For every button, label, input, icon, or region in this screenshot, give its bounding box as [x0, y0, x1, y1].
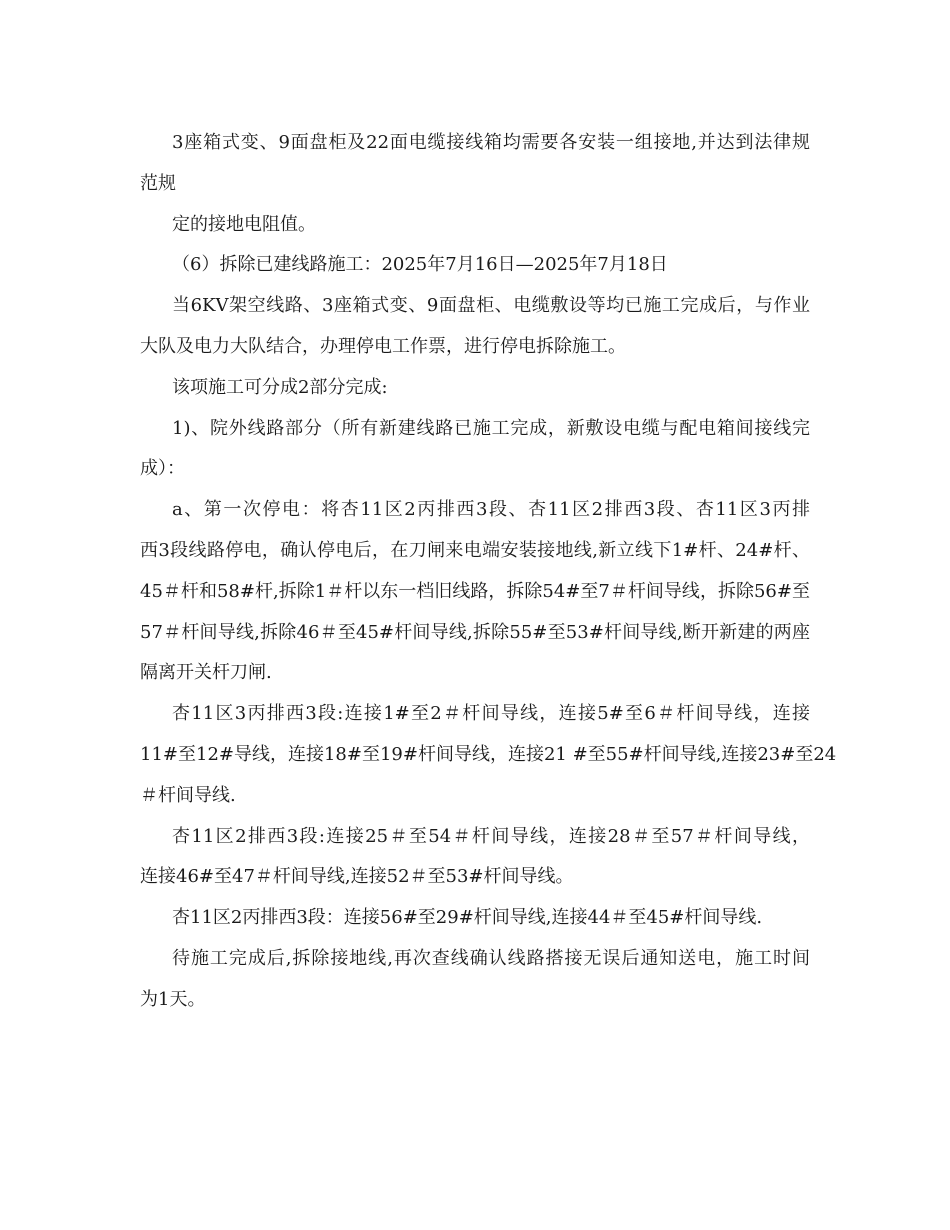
text-line: 为1天。: [140, 988, 206, 1010]
text-line: 杏11区2丙排西3段：连接56#至29#杆间导线,连接44＃至45#杆间导线.: [172, 907, 763, 929]
text-line: 成）：: [140, 458, 185, 480]
text-line: 57＃杆间导线,拆除46＃至45#杆间导线,拆除55#至53#杆间导线,断开新建的两座: [140, 621, 810, 643]
text-line: 待施工完成后,拆除接地线,再次查线确认线路搭接无误后通知送电，施工时间: [172, 947, 810, 969]
paragraph-zone-3-bing: [140, 694, 837, 816]
text-line: 当6KV架空线路、3座箱式变、9面盘柜、电缆敷设等均已施工完成后，与作业: [172, 295, 810, 317]
text-line: 范规: [140, 172, 176, 194]
text-line: （6）拆除已建线路施工：2025年7月16日—2025年7月18日: [172, 254, 668, 276]
text-line: 3座箱式变、9面盘柜及22面电缆接线箱均需要各安装一组接地,并达到法律规: [172, 132, 810, 153]
paragraph-two-parts: [140, 368, 810, 409]
paragraph-outage-coordination: [140, 286, 810, 368]
text-line: 杏11区2排西3段:连接25＃至54＃杆间导线，连接28＃至57＃杆间导线，: [172, 825, 810, 847]
text-line: a、第一次停电：将杏11区2丙排西3段、杏11区2排西3段、杏11区3丙排: [172, 499, 810, 521]
text-line: 连接46#至47＃杆间导线,连接52＃至53#杆间导线。: [140, 866, 574, 888]
paragraph-zone-2-bing: [140, 898, 810, 939]
paragraph-outside-lines: [140, 409, 810, 491]
text-line: 该项施工可分成2部分完成:: [172, 376, 388, 398]
document-body: [140, 123, 837, 1021]
text-line: ＃杆间导线.: [140, 784, 236, 806]
text-line: 1)、院外线路部分（所有新建线路已施工完成，新敷设电缆与配电箱间接线完: [172, 417, 810, 439]
text-line: 大队及电力大队结合，办理停电工作票，进行停电拆除施工。: [140, 335, 626, 357]
paragraph-zone-2: [140, 817, 810, 899]
text-line: 隔离开关杆刀闸.: [140, 662, 272, 684]
section-heading-6: [140, 245, 810, 286]
text-line: 11#至12#导线，连接18#至19#杆间导线，连接21 #至55#杆间导线,连接23#至24: [140, 743, 837, 765]
paragraph-grounding-resistance: [140, 205, 810, 246]
paragraph-first-outage: [140, 490, 810, 694]
paragraph-completion: [140, 939, 810, 1021]
text-line: 定的接地电阻值。: [172, 213, 316, 235]
paragraph-grounding: [140, 123, 810, 205]
text-line: 杏11区3丙排西3段:连接1#至2＃杆间导线，连接5#至6＃杆间导线，连接: [172, 703, 810, 725]
text-line: 西3段线路停电，确认停电后，在刀闸来电端安装接地线,新立线下1#杆、24#杆、: [140, 539, 810, 561]
text-line: 45＃杆和58#杆,拆除1＃杆以东一档旧线路，拆除54#至7＃杆间导线，拆除56#至: [140, 580, 810, 602]
